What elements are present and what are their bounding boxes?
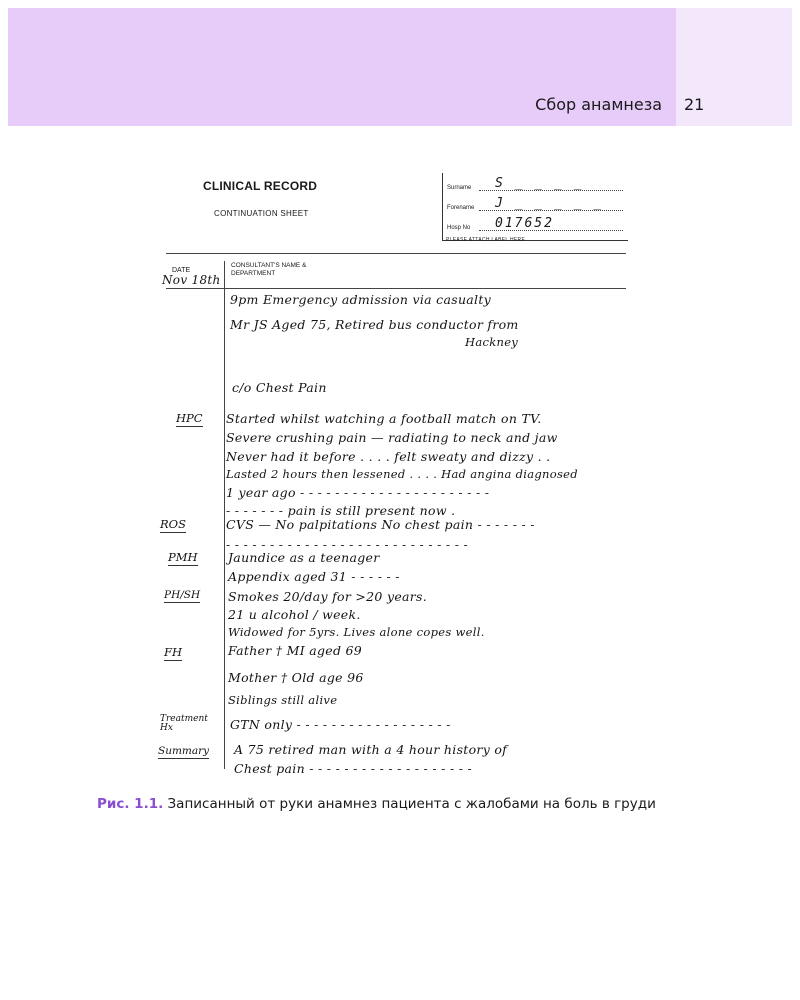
fh-label: FH xyxy=(164,645,183,659)
hosp-label: Hosp No xyxy=(447,225,471,231)
note-line: Mr JS Aged 75, Retired bus conductor from xyxy=(230,317,519,332)
patient-id-box xyxy=(442,173,628,241)
record-subtitle: CONTINUATION SHEET xyxy=(214,209,309,218)
pmh-label: PMH xyxy=(168,550,198,564)
note-line: 9pm Emergency admission via casualty xyxy=(230,292,492,307)
note-line: A 75 retired man with a 4 hour history of xyxy=(234,742,508,757)
note-line: Chest pain - - - - - - - - - - - - - - - - - - - xyxy=(234,761,473,776)
note-line: GTN only - - - - - - - - - - - - - - - - - - xyxy=(230,717,451,732)
caption-label: Рис. 1.1. xyxy=(97,796,164,812)
note-line: 1 year ago - - - - - - - - - - - - - - - - - - - - - - xyxy=(226,485,490,500)
summary-label: Summary xyxy=(158,745,210,757)
surname-value: S _ _ _ _ xyxy=(495,176,584,191)
ros-label: ROS xyxy=(160,517,186,531)
note-line: Siblings still alive xyxy=(228,693,338,707)
note-line: 21 u alcohol / week. xyxy=(228,607,361,622)
note-line: - - - - - - - pain is still present now . xyxy=(226,503,456,518)
hpc-label: HPC xyxy=(176,411,203,425)
note-line: Mother † Old age 96 xyxy=(228,670,364,685)
forename-value: J _ _ _ _ _ xyxy=(495,196,604,211)
figure-caption xyxy=(97,796,757,812)
record-title: CLINICAL RECORD xyxy=(203,179,318,193)
treatment-hx-label: Treatment Hx xyxy=(160,714,208,733)
note-line: Hackney xyxy=(465,335,519,349)
note-line: c/o Chest Pain xyxy=(232,380,327,395)
note-line: - - - - - - - - - - - - - - - - - - - - - - - - - - - - xyxy=(226,537,469,552)
header-rule xyxy=(166,253,626,254)
column-header-rule xyxy=(166,288,626,289)
surname-row xyxy=(447,175,623,193)
date-column-divider xyxy=(224,261,225,769)
note-line: Father † MI aged 69 xyxy=(228,643,363,658)
note-line: Widowed for 5yrs. Lives alone copes well. xyxy=(228,625,485,639)
clinical-record-sheet xyxy=(150,165,640,780)
note-line: Never had it before . . . . felt sweaty and dizzy . . xyxy=(226,449,551,464)
forename-row xyxy=(447,195,623,213)
surname-label: Surname xyxy=(447,185,472,191)
consultant-label: CONSULTANT'S NAME & DEPARTMENT xyxy=(231,262,307,277)
note-line: Jaundice as a teenager xyxy=(228,550,380,565)
date-label: DATE xyxy=(172,267,191,274)
note-line: CVS — No palpitations No chest pain - - - - - - - xyxy=(226,517,535,532)
section-title: Сбор анамнеза xyxy=(535,95,662,114)
caption-text: Записанный от руки анамнез пациента с жалобами на боль в груди xyxy=(163,796,656,812)
note-line: Smokes 20/day for >20 years. xyxy=(228,589,428,604)
attach-label-note: PLEASE ATTACH LABEL HERE xyxy=(446,237,526,243)
ph-sh-label: PH/SH xyxy=(164,589,201,601)
hosp-row xyxy=(447,215,623,233)
note-line: Started whilst watching a football match on TV. xyxy=(226,411,542,426)
date-value: Nov 18th xyxy=(162,273,221,287)
forename-label: Forename xyxy=(447,205,475,211)
hosp-value: 017652 xyxy=(495,216,554,231)
page-number: 21 xyxy=(684,95,705,114)
note-line: Severe crushing pain — radiating to neck and jaw xyxy=(226,430,558,445)
note-line: Lasted 2 hours then lessened . . . . Had angina diagnosed xyxy=(226,467,578,481)
note-line: Appendix aged 31 - - - - - - xyxy=(228,569,400,584)
